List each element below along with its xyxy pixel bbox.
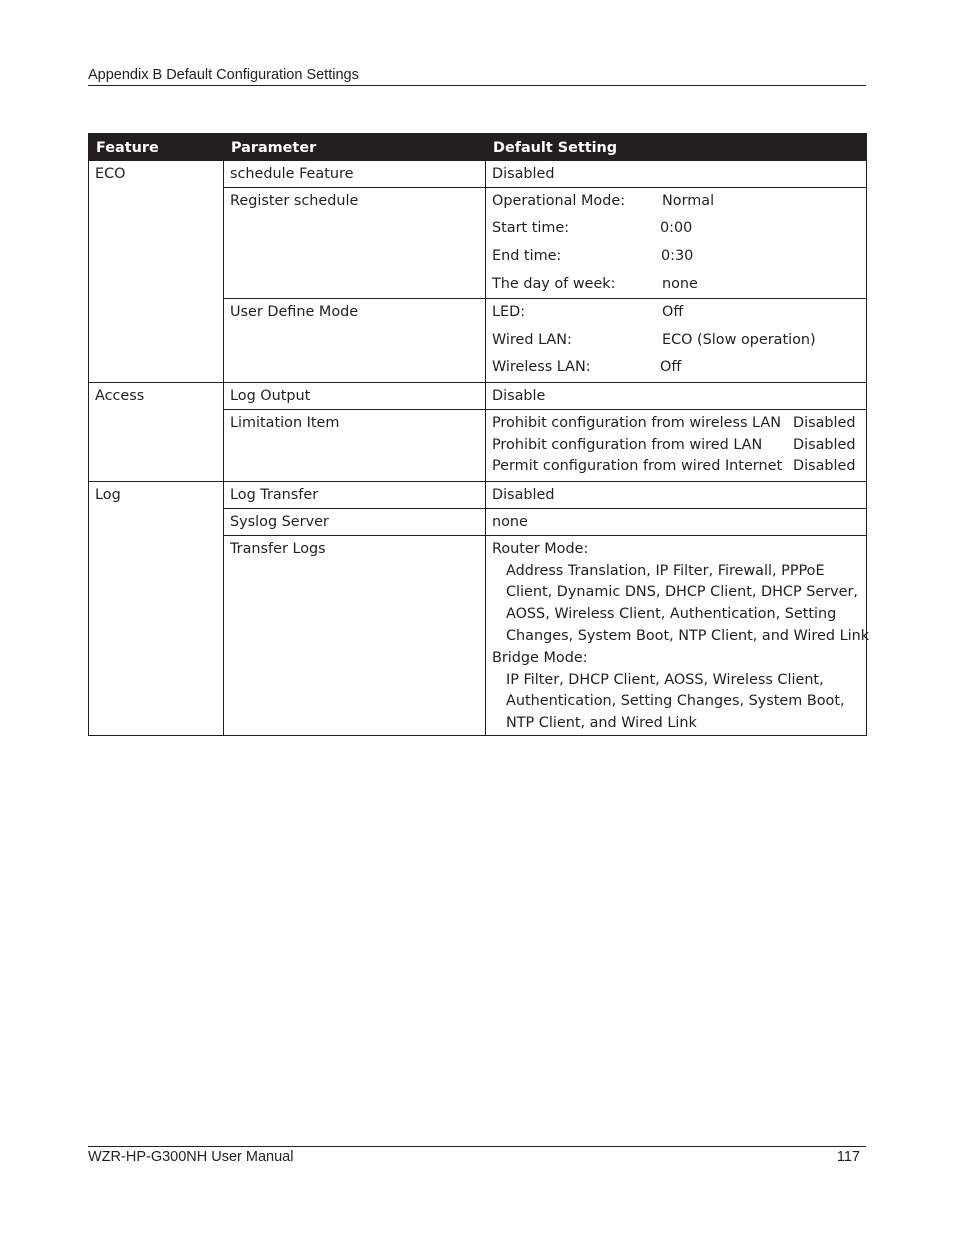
value-cell [486, 187, 867, 298]
default-settings-table [88, 133, 870, 736]
setting-line: Wireless LAN: Off [492, 359, 682, 376]
parameter-cell: schedule Feature [224, 161, 486, 188]
feature-cell-log: Log [89, 482, 224, 736]
setting-line: Permit configuration from wired Internet Disabled [492, 458, 856, 475]
value-cell: Disabled [486, 482, 867, 509]
value-cell [486, 299, 867, 383]
setting-line: LED: Off [492, 304, 684, 321]
table-header-row [89, 134, 867, 161]
parameter-cell: Limitation Item [224, 409, 486, 481]
column-header-parameter: Parameter [224, 134, 486, 161]
setting-line: Prohibit configuration from wireless LAN Disabled [492, 414, 856, 431]
value-cell [486, 535, 870, 735]
bridge-mode-label: Bridge Mode: [492, 649, 588, 666]
page-number: 117 [836, 1149, 860, 1165]
value-cell: Disable [486, 382, 867, 409]
setting-line: Prohibit configuration from wired LAN Disabled [492, 436, 856, 453]
setting-line: The day of week: none [492, 275, 698, 292]
router-mode-line: Changes, System Boot, NTP Client, and Wired Link [506, 627, 870, 644]
manual-title: WZR-HP-G300NH User Manual [88, 1149, 294, 1165]
column-header-default-setting: Default Setting [486, 134, 867, 161]
feature-cell-eco: ECO [89, 161, 224, 383]
value-cell: Disabled [486, 161, 867, 188]
parameter-cell: Register schedule [224, 187, 486, 298]
bridge-mode-line: NTP Client, and Wired Link [506, 715, 697, 732]
parameter-cell: Transfer Logs [224, 535, 486, 735]
value-cell [486, 409, 867, 481]
table-row [89, 382, 867, 409]
setting-line: End time: 0:30 [492, 247, 694, 264]
setting-line: Wired LAN: ECO (Slow operation) [492, 331, 816, 348]
parameter-cell: Log Transfer [224, 482, 486, 509]
setting-line: Operational Mode: Normal [492, 192, 715, 209]
column-header-feature: Feature [89, 134, 224, 161]
running-footer [88, 1146, 866, 1165]
router-mode-line: Client, Dynamic DNS, DHCP Client, DHCP Server, [506, 584, 858, 601]
parameter-cell: User Define Mode [224, 299, 486, 383]
bridge-mode-line: IP Filter, DHCP Client, AOSS, Wireless Client, [506, 671, 824, 688]
router-mode-label: Router Mode: [492, 540, 589, 557]
bridge-mode-line: Authentication, Setting Changes, System Boot, [506, 693, 845, 710]
running-header: Appendix B Default Configuration Settings [88, 67, 866, 86]
table-row [89, 482, 867, 509]
table-row [89, 161, 867, 188]
router-mode-line: AOSS, Wireless Client, Authentication, Setting [506, 606, 837, 623]
parameter-cell: Log Output [224, 382, 486, 409]
parameter-cell: Syslog Server [224, 508, 486, 535]
setting-line: Start time: 0:00 [492, 220, 693, 237]
value-cell: none [486, 508, 867, 535]
feature-cell-access: Access [89, 382, 224, 481]
router-mode-line: Address Translation, IP Filter, Firewall, PPPoE [506, 562, 825, 579]
